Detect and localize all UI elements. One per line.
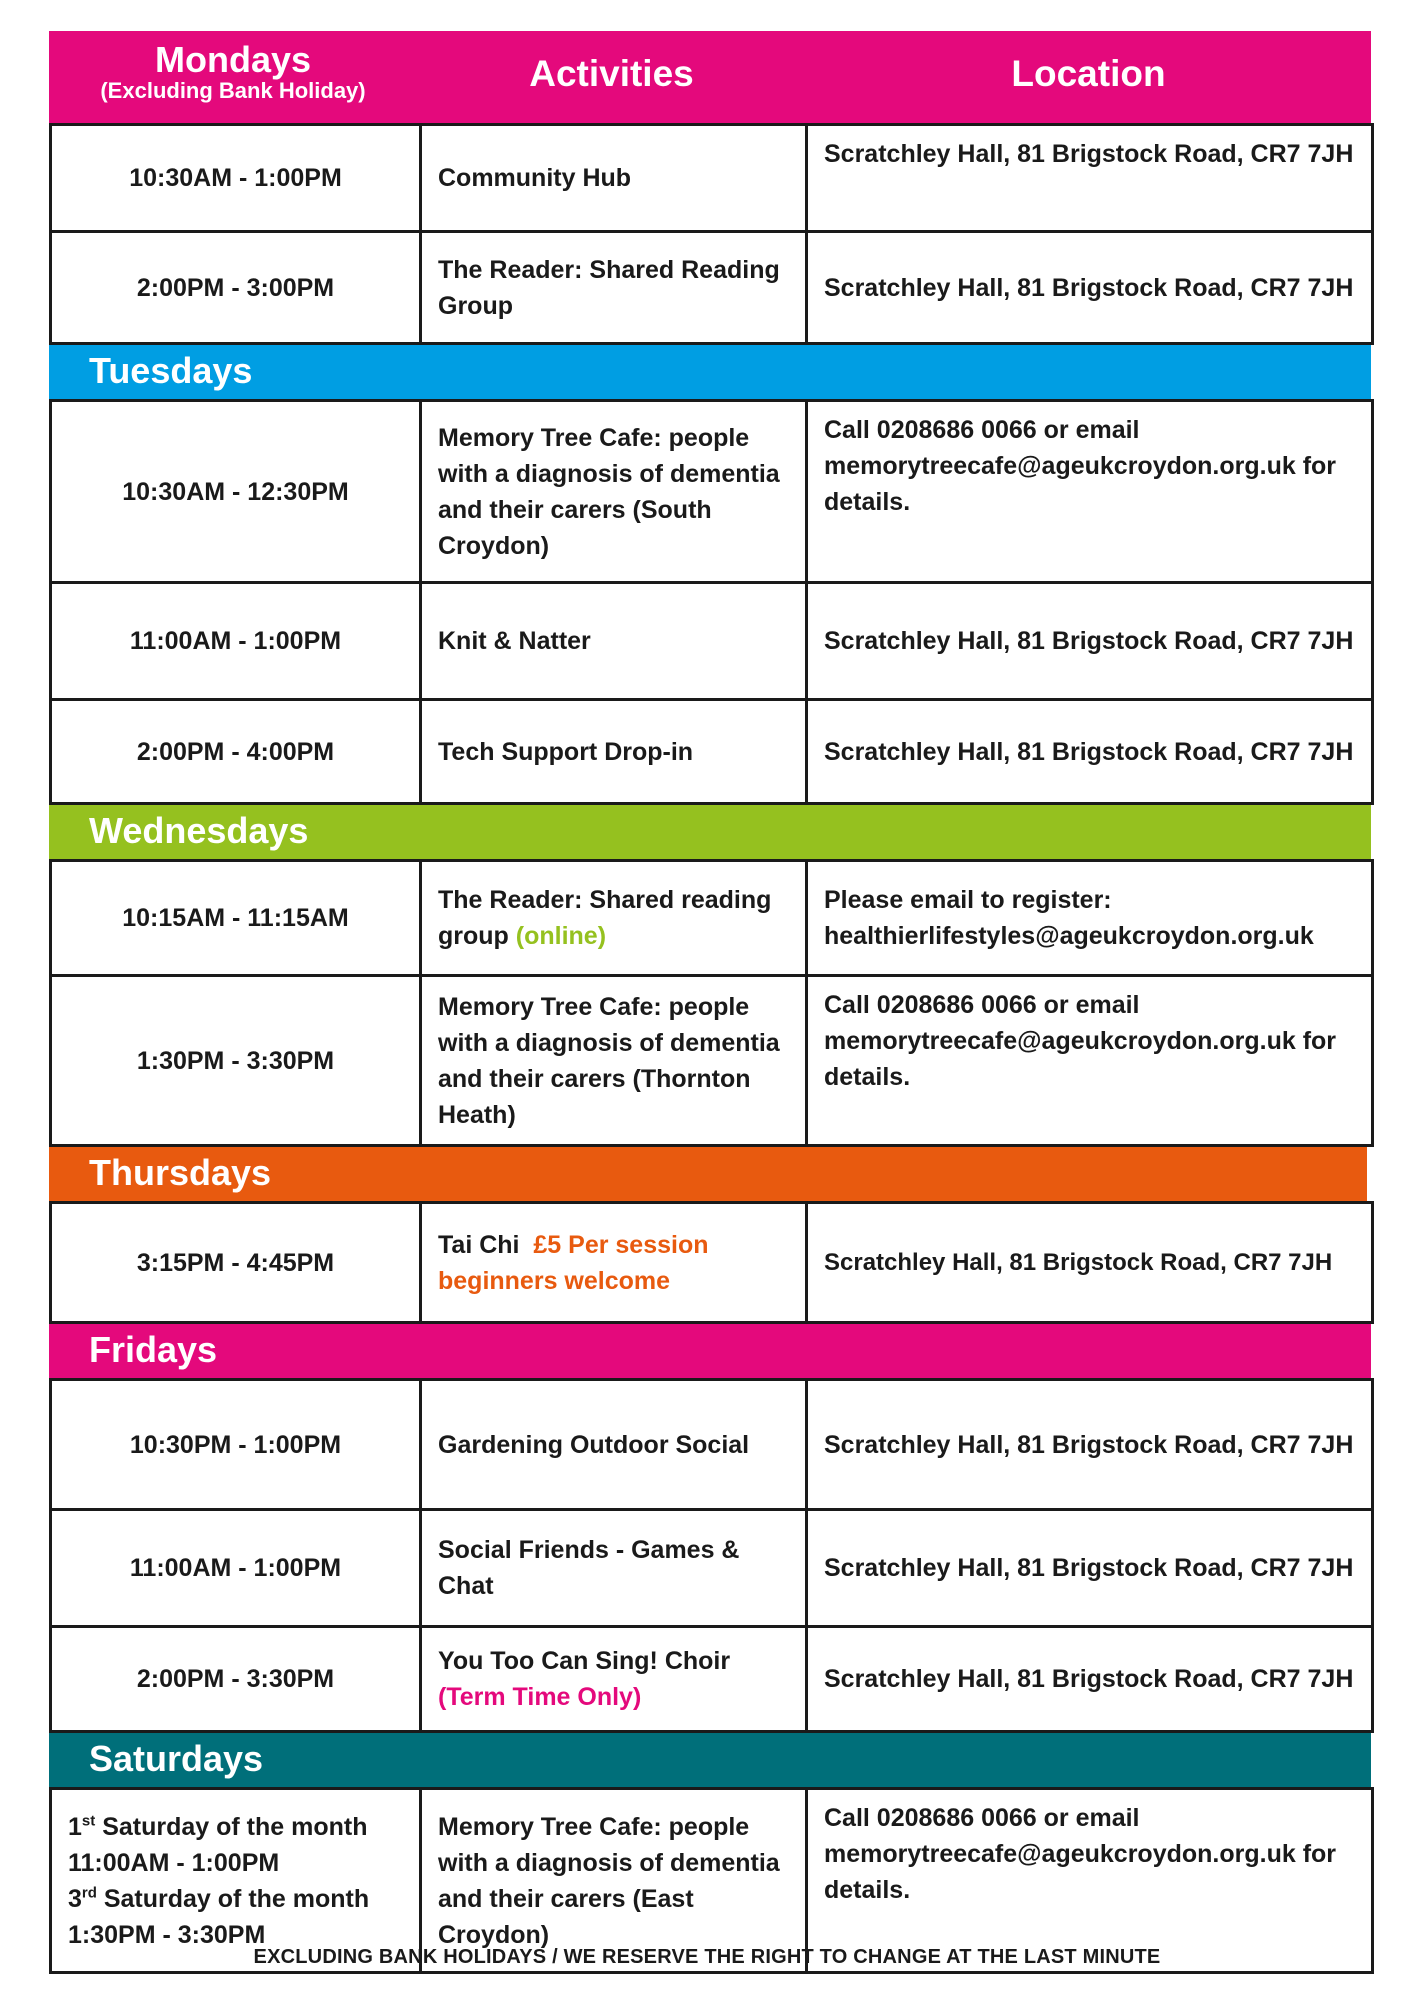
term-note: (Term Time Only) — [438, 1683, 642, 1711]
table-row — [51, 976, 1373, 1146]
header-day — [49, 41, 417, 103]
activity-cell: Knit & Natter — [421, 583, 807, 700]
price-note: £5 Per session beginners welcome — [438, 1230, 709, 1295]
location-cell: Please email to register: healthierlifestyles@ageukcroydon.org.uk — [807, 861, 1373, 976]
ordinal-number: 3 — [68, 1884, 82, 1913]
time-cell: 10:15AM - 11:15AM — [51, 861, 421, 976]
header-row — [49, 31, 1371, 123]
activity-cell: Memory Tree Cafe: people with a diagnosis of dementia and their carers (East Croydon) — [421, 1789, 807, 1973]
sat-line-3 — [68, 1881, 403, 1917]
ordinal-number: 1 — [68, 1812, 82, 1841]
sat-line-2: 11:00AM - 1:00PM — [68, 1848, 280, 1877]
location-cell: Scratchley Hall, 81 Brigstock Road, CR7 7JH — [807, 1627, 1373, 1732]
location-cell: Scratchley Hall, 81 Brigstock Road, CR7 7JH — [807, 583, 1373, 700]
table-row — [51, 861, 1373, 976]
location-cell: Scratchley Hall, 81 Brigstock Road, CR7 7JH — [807, 1510, 1373, 1627]
sat-line-4: 1:30PM - 3:30PM — [68, 1920, 266, 1949]
ordinal-suffix: rd — [81, 1884, 97, 1902]
location-cell: Scratchley Hall, 81 Brigstock Road, CR7 7JH — [807, 1380, 1373, 1510]
location-cell: Scratchley Hall, 81 Brigstock Road, CR7 7JH — [807, 700, 1373, 804]
location-cell: Call 0208686 0066 or email memorytreecafe@ageukcroydon.org.uk for details. — [807, 1789, 1373, 1973]
table-row — [51, 401, 1373, 583]
activity-cell: The Reader: Shared Reading Group — [421, 232, 807, 344]
activity-cell: Tech Support Drop-in — [421, 700, 807, 804]
time-cell: 2:00PM - 4:00PM — [51, 700, 421, 804]
friday-table — [49, 1378, 1374, 1733]
wednesday-band: Wednesdays — [49, 805, 1371, 859]
activity-text: The Reader: Shared reading group — [438, 886, 772, 950]
time-cell: 2:00PM - 3:00PM — [51, 232, 421, 344]
header-day-title: Mondays — [154, 39, 312, 80]
activity-cell — [421, 861, 807, 976]
tuesday-table — [49, 399, 1374, 805]
saturday-band: Saturdays — [49, 1733, 1371, 1787]
table-row — [51, 1510, 1373, 1627]
location-cell: Scratchley Hall, 81 Brigstock Road, CR7 7JH — [807, 1203, 1373, 1323]
tuesday-band: Tuesdays — [49, 345, 1371, 399]
header-day-note: (Excluding Bank Holiday) — [100, 78, 366, 103]
table-row — [51, 583, 1373, 700]
footer-note: EXCLUDING BANK HOLIDAYS / WE RESERVE THE RIGHT TO CHANGE AT THE LAST MINUTE — [253, 1946, 1161, 1968]
thursday-band: Thursdays — [49, 1147, 1367, 1201]
table-row — [51, 1789, 1373, 1973]
time-cell — [51, 1789, 421, 1973]
activity-cell: Memory Tree Cafe: people with a diagnosis of dementia and their carers (Thornton Heath) — [421, 976, 807, 1146]
table-row — [51, 700, 1373, 804]
table-row — [51, 125, 1373, 232]
activity-cell: Gardening Outdoor Social — [421, 1380, 807, 1510]
time-cell: 2:00PM - 3:30PM — [51, 1627, 421, 1732]
location-cell: Scratchley Hall, 81 Brigstock Road, CR7 7JH — [807, 125, 1373, 232]
ordinal-text: Saturday of the month — [95, 1812, 368, 1841]
friday-band: Fridays — [49, 1324, 1371, 1378]
time-cell: 10:30PM - 1:00PM — [51, 1380, 421, 1510]
table-row — [51, 1627, 1373, 1732]
thursday-table — [49, 1201, 1374, 1324]
time-cell: 11:00AM - 1:00PM — [51, 583, 421, 700]
location-cell: Scratchley Hall, 81 Brigstock Road, CR7 7JH — [807, 232, 1373, 344]
location-cell: Call 0208686 0066 or email memorytreecafe@ageukcroydon.org.uk for details. — [807, 401, 1373, 583]
monday-table — [49, 123, 1374, 345]
header-location: Location — [1011, 53, 1166, 94]
activity-cell — [421, 1203, 807, 1323]
activity-text: You Too Can Sing! Choir — [438, 1647, 731, 1675]
activity-cell: Community Hub — [421, 125, 807, 232]
location-cell: Call 0208686 0066 or email memorytreecafe@ageukcroydon.org.uk for details. — [807, 976, 1373, 1146]
time-cell: 1:30PM - 3:30PM — [51, 976, 421, 1146]
activity-text: Tai Chi — [438, 1230, 520, 1259]
table-row — [51, 1380, 1373, 1510]
header-activities: Activities — [529, 53, 694, 94]
time-cell: 11:00AM - 1:00PM — [51, 1510, 421, 1627]
sat-line-1 — [68, 1809, 403, 1845]
ordinal-text: Saturday of the month — [96, 1884, 370, 1913]
schedule-sheet — [49, 31, 1371, 1974]
ordinal-suffix: st — [81, 1812, 96, 1830]
activity-cell: Social Friends - Games & Chat — [421, 1510, 807, 1627]
time-cell: 10:30AM - 1:00PM — [51, 125, 421, 232]
time-cell: 3:15PM - 4:45PM — [51, 1203, 421, 1323]
table-row — [51, 1203, 1373, 1323]
time-cell: 10:30AM - 12:30PM — [51, 401, 421, 583]
activity-cell — [421, 1627, 807, 1732]
wednesday-table — [49, 859, 1374, 1147]
table-row — [51, 232, 1373, 344]
online-note: (online) — [515, 922, 607, 950]
activity-cell: Memory Tree Cafe: people with a diagnosis of dementia and their carers (South Croydon) — [421, 401, 807, 583]
